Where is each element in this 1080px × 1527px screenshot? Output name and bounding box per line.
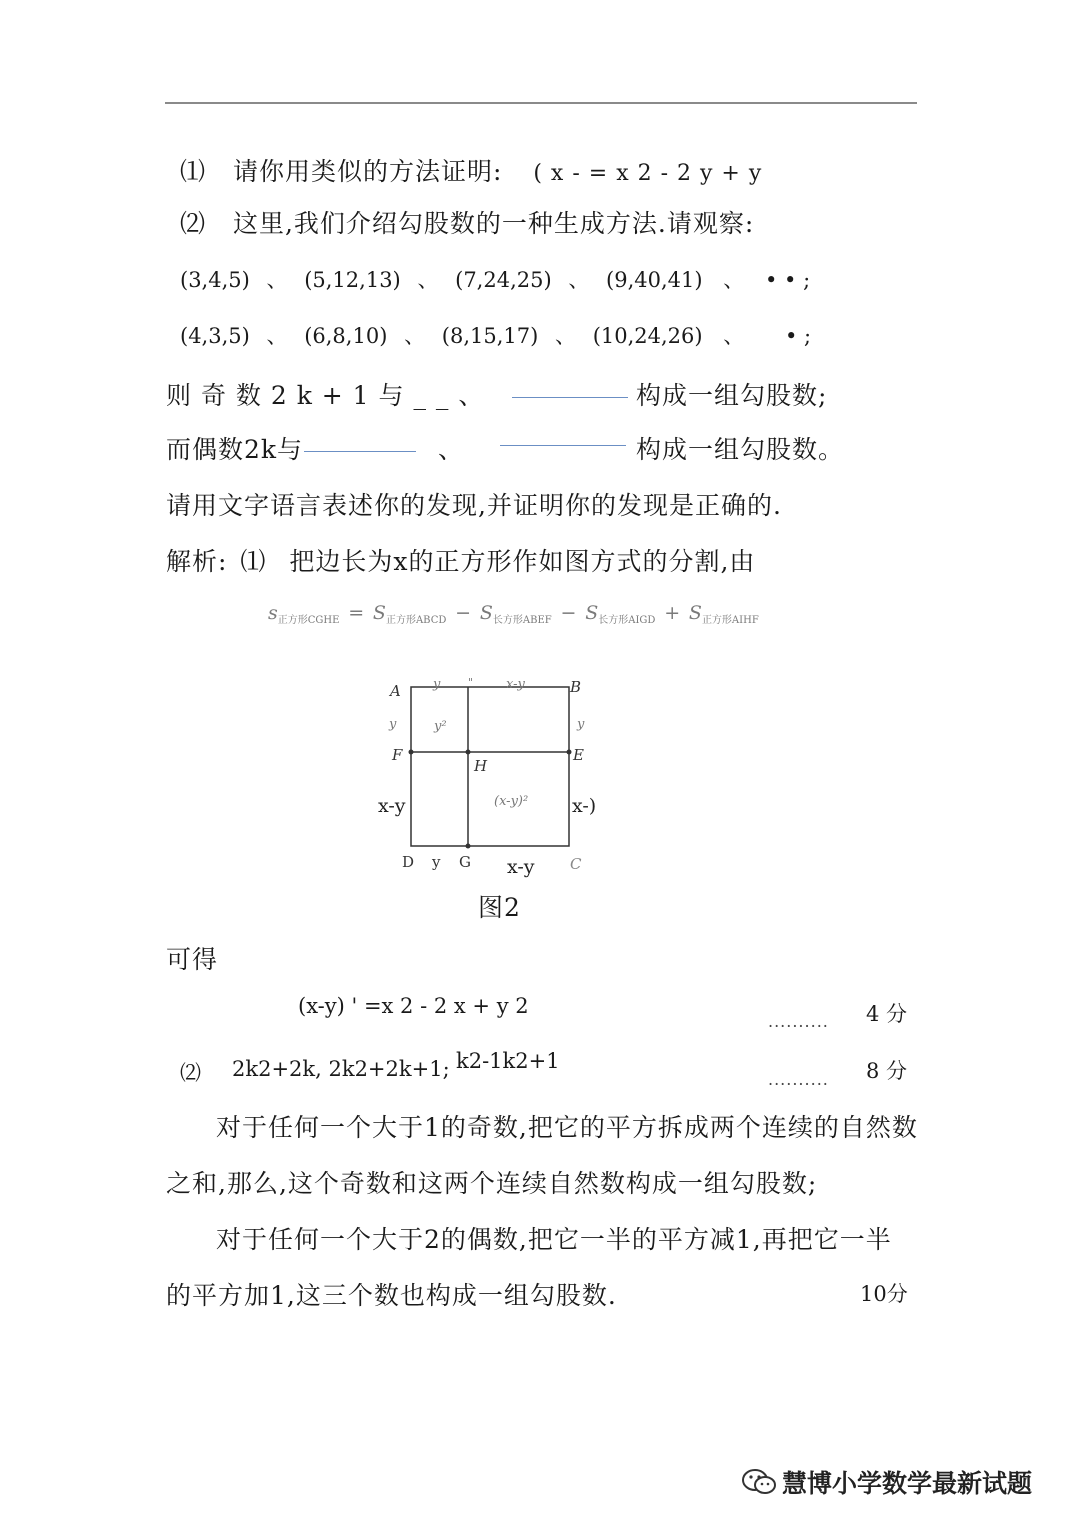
left-x-minus-y-label: x-y: [378, 795, 406, 817]
separator: 、: [266, 324, 288, 348]
minus-sign: −: [560, 602, 577, 624]
vertex-d-label: D: [402, 853, 415, 871]
small-square-area-label: y²: [434, 719, 447, 734]
triple: (7,24,25): [455, 268, 552, 292]
get-label: 可得: [166, 945, 219, 974]
analysis-number: ⑴: [240, 547, 267, 576]
vertex-f-label: F: [392, 746, 403, 764]
result-2-expression-1: 2k2+2k, 2k2+2k+1;: [232, 1057, 450, 1081]
area-term: S: [479, 602, 493, 624]
question-2-text: 这里,我们介绍勾股数的一种生成方法.请观察:: [232, 209, 755, 238]
result-2-score: 8 分: [866, 1059, 908, 1083]
analysis-label: 解析:: [166, 547, 228, 576]
vertex-g-label: G: [459, 853, 471, 871]
even-statement-line-1: 对于任何一个大于2的偶数,把它一半的平方减1,再把它一半: [216, 1225, 892, 1254]
right-y-label: y: [577, 717, 585, 732]
vertex-c-label: C: [570, 855, 582, 873]
sequence-odd: [180, 264, 810, 294]
vertex-h-label: H: [474, 757, 488, 775]
statement-score: 10分: [860, 1282, 908, 1306]
even-number-suffix: 构成一组勾股数。: [636, 435, 845, 464]
area-term: S: [372, 602, 386, 624]
point-g-dot: [466, 844, 471, 849]
area-term-subscript: 正方形CGHE: [277, 615, 340, 626]
even-number-prefix: 而偶数2k与: [166, 435, 304, 464]
triple: (6,8,10): [304, 324, 388, 348]
answer-blank: [512, 397, 628, 398]
sequence-end: • ;: [784, 324, 812, 348]
odd-statement-line-2: 之和,那么,这个奇数和这两个连续自然数构成一组勾股数;: [166, 1169, 818, 1198]
watermark-text: 慧博小学数学最新试题: [782, 1469, 1033, 1498]
bottom-x-minus-y-label: x-y: [507, 856, 535, 878]
odd-number-suffix: 构成一组勾股数;: [636, 381, 828, 410]
large-square-area-label: (x-y)²: [494, 794, 529, 809]
odd-statement-line-1: 对于任何一个大于1的奇数,把它的平方拆成两个连续的自然数: [216, 1113, 918, 1142]
answer-blank: [304, 451, 416, 452]
question-1-text: 请你用类似的方法证明:: [232, 157, 503, 186]
result-1-dots: ..........: [768, 1012, 829, 1031]
area-term: S: [585, 602, 599, 624]
area-term: s: [268, 602, 278, 624]
analysis-text: 把边长为x的正方形作如图方式的分割,由: [289, 547, 756, 576]
vertex-b-label: B: [570, 678, 582, 696]
even-number-separator: 、: [438, 435, 465, 464]
top-y-label: y: [433, 677, 441, 692]
result-2-dots: ..........: [768, 1070, 829, 1089]
vertex-e-label: E: [573, 746, 584, 764]
right-x-minus-y-label: x-): [572, 795, 597, 817]
area-formula: [268, 602, 759, 626]
top-tick-mark: ": [468, 676, 474, 689]
result-1-formula: (x-y) ' =x 2 - 2 x + y 2: [298, 994, 529, 1018]
separator: 、: [404, 324, 426, 348]
left-y-label: y: [389, 717, 397, 732]
bottom-y-label: y: [432, 853, 441, 871]
result-1-score: 4 分: [866, 1002, 908, 1026]
question-1: [180, 152, 762, 188]
analysis-line: [166, 542, 755, 578]
header-rule: [165, 102, 917, 104]
point-e-dot: [567, 750, 572, 755]
outer-square: [411, 687, 569, 846]
triple: (9,40,41): [606, 268, 703, 292]
prompt-text: 请用文字语言表述你的发现,并证明你的发现是正确的.: [166, 491, 782, 520]
equals-sign: =: [348, 602, 365, 624]
area-term-subscript: 正方形ABCD: [385, 615, 447, 626]
odd-number-prefix: 则 奇 数 2 k + 1 与 _ _ 、: [166, 381, 485, 410]
separator: 、: [266, 268, 288, 292]
question-2-number: ⑵: [180, 209, 207, 238]
result-2-expression-2: k2-1k2+1: [456, 1049, 560, 1073]
point-h-dot: [466, 750, 471, 755]
figure-caption: 图2: [478, 893, 521, 922]
point-f-dot: [409, 750, 414, 755]
separator: 、: [568, 268, 590, 292]
even-statement-line-2: 的平方加1,这三个数也构成一组勾股数.: [166, 1281, 617, 1310]
square-division-figure: [370, 670, 620, 890]
sequence-end: • • ;: [764, 268, 811, 292]
area-term-subscript: 正方形AIHF: [701, 615, 759, 626]
area-term-subscript: 长方形ABEF: [492, 615, 552, 626]
separator: 、: [723, 324, 745, 348]
area-term: S: [688, 602, 702, 624]
question-1-formula: ( x - = x 2 - 2 y + y: [533, 161, 763, 186]
top-x-minus-y-label: x-y: [506, 677, 525, 692]
separator: 、: [555, 324, 576, 348]
answer-blank: [500, 445, 626, 446]
triple: (4,3,5): [180, 324, 250, 348]
triple: (5,12,13): [304, 268, 401, 292]
result-2-number: ⑵: [180, 1061, 201, 1085]
sequence-even: [180, 320, 811, 350]
plus-sign: +: [664, 602, 681, 624]
triple: (10,24,26): [592, 324, 703, 348]
vertex-a-label: A: [390, 682, 401, 700]
minus-sign: −: [455, 602, 472, 624]
wechat-icon: [740, 1467, 778, 1497]
separator: 、: [723, 268, 745, 292]
question-2: [180, 204, 754, 240]
area-term-subscript: 长方形AIGD: [598, 615, 656, 626]
question-1-number: ⑴: [180, 157, 207, 186]
separator: 、: [417, 268, 439, 292]
triple: (8,15,17): [441, 324, 539, 348]
triple: (3,4,5): [180, 268, 250, 292]
